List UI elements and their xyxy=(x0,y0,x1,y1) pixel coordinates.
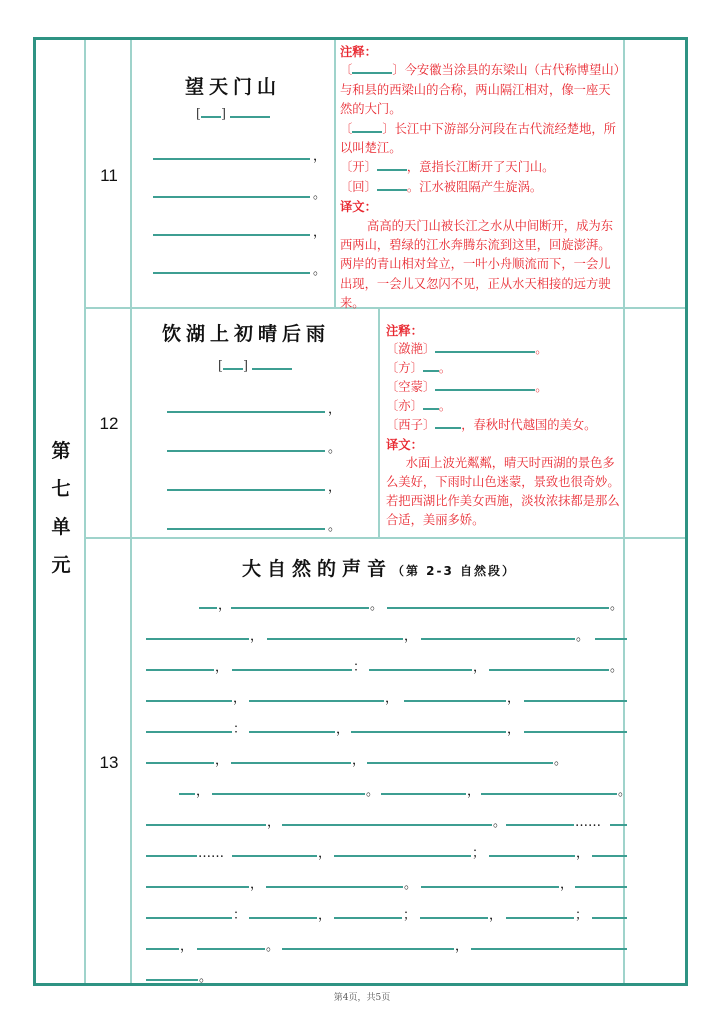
essay-row xyxy=(139,812,619,830)
poem-line xyxy=(153,144,327,164)
punct: ， xyxy=(507,691,521,706)
punct: ； xyxy=(472,846,486,861)
essay-blank[interactable] xyxy=(367,762,553,764)
essay-blank[interactable] xyxy=(146,762,214,764)
punct: ， xyxy=(233,691,247,706)
note-item xyxy=(340,120,620,159)
unit-label xyxy=(36,432,86,584)
essay-blank[interactable] xyxy=(146,824,266,826)
punct: ， xyxy=(467,784,481,799)
essay-row xyxy=(139,967,619,985)
essay-blank[interactable] xyxy=(334,917,402,919)
essay-blank[interactable] xyxy=(387,607,609,609)
punct: ， xyxy=(318,846,332,861)
essay-row xyxy=(139,781,632,799)
essay-row xyxy=(139,626,619,644)
unit-char: 单 xyxy=(51,516,71,538)
punct: 。 xyxy=(554,753,568,768)
poem-line-blank[interactable] xyxy=(167,528,325,530)
punct: 。 xyxy=(366,784,380,799)
punct: 。 xyxy=(313,187,327,202)
note-item xyxy=(340,61,620,119)
note-term: 〔回〕 xyxy=(340,179,377,194)
note-meaning-blank[interactable] xyxy=(423,398,439,410)
punct: 。 xyxy=(610,660,624,675)
essay-blank[interactable] xyxy=(471,948,627,950)
essay-blank[interactable] xyxy=(249,917,317,919)
bracket: 〔 xyxy=(340,121,353,136)
punct: ， xyxy=(489,908,503,923)
punct: 。 xyxy=(576,629,590,644)
punct: 。 xyxy=(328,441,342,456)
essay-blank[interactable] xyxy=(231,762,351,764)
essay-blank[interactable] xyxy=(231,607,369,609)
note-text: 。江水被阻隔产生旋涡。 xyxy=(406,179,543,194)
note-term: 〔西子〕 xyxy=(386,418,436,432)
punct: ； xyxy=(575,908,589,923)
punct: ， xyxy=(336,722,350,737)
note-meaning-blank[interactable] xyxy=(435,379,535,391)
row-divider xyxy=(84,537,685,539)
essay-blank[interactable] xyxy=(146,669,214,671)
essay-blank[interactable] xyxy=(610,824,627,826)
essay-blank[interactable] xyxy=(421,886,559,888)
punct: ， xyxy=(352,753,366,768)
essay-blank[interactable] xyxy=(197,948,265,950)
essay-row xyxy=(139,719,619,737)
essay-blank[interactable] xyxy=(506,917,574,919)
poem-title: 望天门山 xyxy=(184,76,281,98)
essay-title-line xyxy=(133,554,625,581)
punct: ， xyxy=(507,722,521,737)
essay-blank[interactable] xyxy=(404,700,506,702)
poem-line xyxy=(167,436,342,456)
punct: 。 xyxy=(618,784,632,799)
essay-blank[interactable] xyxy=(575,886,627,888)
note-item xyxy=(386,340,622,359)
essay-row xyxy=(139,595,624,613)
author-blank[interactable] xyxy=(252,356,292,370)
unit-char: 元 xyxy=(51,554,71,576)
note-text: 。 xyxy=(535,380,548,394)
note-meaning-blank[interactable] xyxy=(435,341,535,353)
punct: ， xyxy=(313,225,327,240)
note-text: 。 xyxy=(535,342,548,356)
bracket: [ xyxy=(217,359,223,374)
poem-title: 饮湖上初晴后雨 xyxy=(162,323,331,345)
essay-blank[interactable] xyxy=(524,731,627,733)
punct: 。 xyxy=(199,970,213,985)
bracket: 〔 xyxy=(340,63,353,78)
essay-blank[interactable] xyxy=(146,638,249,640)
bracket: 〕 xyxy=(392,63,405,78)
note-text: ，意指长江断开了天门山。 xyxy=(406,160,555,175)
punct: 。 xyxy=(493,815,507,830)
column-divider xyxy=(378,308,380,537)
column-divider xyxy=(334,40,336,308)
punct: ， xyxy=(576,846,590,861)
poem-line-blank[interactable] xyxy=(167,411,325,413)
essay-blank[interactable] xyxy=(282,824,492,826)
poem-line xyxy=(153,220,327,240)
essay-blank[interactable] xyxy=(506,824,574,826)
note-item xyxy=(386,378,622,397)
note-text: 。 xyxy=(438,361,452,375)
bracket: 〕 xyxy=(382,121,395,136)
dynasty-blank[interactable] xyxy=(201,104,221,118)
note-item xyxy=(340,178,620,197)
essay-blank[interactable] xyxy=(267,638,403,640)
punct: ， xyxy=(318,908,332,923)
note-text: 今安徽当涂县的东梁山（古代称博望山）与和县的西梁山的合称，两山隔江相对，像一座天然的大门。 xyxy=(340,63,620,117)
essay-blank[interactable] xyxy=(595,638,627,640)
punct: ， xyxy=(385,691,399,706)
note-item xyxy=(386,397,622,416)
punct: ， xyxy=(473,660,487,675)
notes-header: 注释： xyxy=(386,323,423,338)
essay-row xyxy=(139,874,619,892)
translation-text: 高高的天门山被长江之水从中间断开，成为东西两山，碧绿的江水奔腾东流到这里，回旋澎湃。两岸的青山相对耸立，一叶小舟顺流而下，一会儿出现，一会儿又忽闪不见，正从水天相接的远方驶来。 xyxy=(340,218,613,311)
note-term: 〔方〕 xyxy=(386,361,423,375)
lesson-number: 11 xyxy=(100,166,118,185)
poem-line xyxy=(167,397,342,417)
note-text: 长江中下游部分河段在古代流经楚地，所以叫楚江。 xyxy=(340,121,616,156)
dynasty-blank[interactable] xyxy=(223,356,243,370)
worksheet-table xyxy=(33,37,688,986)
punct: 。 xyxy=(328,519,342,534)
punct: ， xyxy=(455,939,469,954)
essay-row xyxy=(139,936,619,954)
essay-blank[interactable] xyxy=(592,855,627,857)
essay-blank[interactable] xyxy=(489,669,609,671)
punct: 。 xyxy=(404,877,418,892)
note-item xyxy=(340,158,620,177)
essay-blank[interactable] xyxy=(146,917,232,919)
essay-blank[interactable] xyxy=(232,855,317,857)
essay-blank[interactable] xyxy=(524,700,627,702)
essay-blank[interactable] xyxy=(146,855,197,857)
essay-row xyxy=(139,657,624,675)
essay-blank[interactable] xyxy=(381,793,466,795)
punct: ， xyxy=(328,480,342,495)
note-text: ，春秋时代越国的美女。 xyxy=(461,418,597,432)
essay-blank[interactable] xyxy=(146,979,198,981)
note-item xyxy=(386,416,622,435)
punct: ， xyxy=(215,753,229,768)
translation-header: 译文： xyxy=(386,437,423,452)
page-footer: 第4页，共5页 xyxy=(333,993,391,1003)
essay-blank[interactable] xyxy=(592,917,627,919)
lesson-number: 13 xyxy=(99,753,119,772)
bracket: ] xyxy=(243,359,249,374)
note-meaning-blank[interactable] xyxy=(423,360,439,372)
essay-blank[interactable] xyxy=(146,700,232,702)
poem-line-blank[interactable] xyxy=(167,489,325,491)
bracket: [ xyxy=(195,107,201,122)
punct: ， xyxy=(218,598,232,613)
essay-blank[interactable] xyxy=(232,669,352,671)
notes-panel xyxy=(340,42,620,314)
punct: …… xyxy=(198,846,224,861)
essay-row xyxy=(139,843,619,861)
punct: …… xyxy=(575,815,601,830)
punct: ： xyxy=(233,908,247,923)
poem-line xyxy=(153,258,327,278)
poem-line-blank[interactable] xyxy=(153,272,310,274)
essay-blank[interactable] xyxy=(266,886,403,888)
essay-blank[interactable] xyxy=(369,669,472,671)
note-meaning-blank[interactable] xyxy=(377,159,407,171)
punct: ， xyxy=(404,629,418,644)
dynasty-author-line xyxy=(132,356,378,374)
punct: ： xyxy=(233,722,247,737)
essay-row xyxy=(139,905,619,923)
note-item xyxy=(386,359,622,378)
punct: ， xyxy=(250,629,264,644)
note-term: 〔潋滟〕 xyxy=(386,342,436,356)
essay-row xyxy=(139,750,619,768)
note-text: 。 xyxy=(438,399,452,413)
essay-blank[interactable] xyxy=(481,793,617,795)
bracket: ] xyxy=(221,107,227,122)
note-meaning-blank[interactable] xyxy=(377,179,407,191)
punct: ， xyxy=(215,660,229,675)
column-divider xyxy=(623,40,625,983)
punct: ， xyxy=(560,877,574,892)
notes-panel xyxy=(386,321,622,530)
punct: ； xyxy=(403,908,417,923)
essay-blank[interactable] xyxy=(249,731,335,733)
translation-header: 译文： xyxy=(340,199,377,215)
author-blank[interactable] xyxy=(230,104,270,118)
essay-blank[interactable] xyxy=(212,793,365,795)
essay-blank[interactable] xyxy=(249,700,384,702)
essay-row xyxy=(139,688,619,706)
note-term: 〔开〕 xyxy=(340,160,377,175)
punct: ， xyxy=(313,149,327,164)
dynasty-author-line xyxy=(132,104,334,122)
poem-line xyxy=(167,475,342,495)
poem-line-blank[interactable] xyxy=(167,450,325,452)
essay-subtitle: （第 2-3 自然段） xyxy=(391,564,517,578)
essay-blank[interactable] xyxy=(489,855,575,857)
punct: ， xyxy=(250,877,264,892)
essay-title: 大自然的声音 xyxy=(241,558,392,580)
poem-line xyxy=(167,514,342,534)
unit-char: 第 xyxy=(51,440,71,462)
note-meaning-blank[interactable] xyxy=(435,417,461,429)
punct: ， xyxy=(267,815,281,830)
translation-text: 水面上波光粼粼，晴天时西湖的景色多么美好，下雨时山色迷蒙，景致也很奇妙。若把西湖比作美女西施，淡妆浓抹都是那么合适，美丽多娇。 xyxy=(386,456,620,527)
essay-blank[interactable] xyxy=(420,917,488,919)
punct: ， xyxy=(180,939,194,954)
essay-blank[interactable] xyxy=(421,638,575,640)
essay-blank[interactable] xyxy=(146,731,232,733)
essay-blank[interactable] xyxy=(199,607,217,609)
essay-blank[interactable] xyxy=(334,855,471,857)
note-term: 〔空蒙〕 xyxy=(386,380,436,394)
unit-char: 七 xyxy=(51,478,71,500)
note-term-blank[interactable] xyxy=(352,62,392,74)
essay-blank[interactable] xyxy=(351,731,506,733)
poem-line-blank[interactable] xyxy=(153,196,310,198)
poem-line-blank[interactable] xyxy=(153,158,310,160)
essay-blank[interactable] xyxy=(179,793,195,795)
essay-blank[interactable] xyxy=(146,948,179,950)
poem-line-blank[interactable] xyxy=(153,234,310,236)
punct: 。 xyxy=(610,598,624,613)
notes-header: 注释： xyxy=(340,44,377,59)
note-term-blank[interactable] xyxy=(352,121,382,133)
essay-blank[interactable] xyxy=(146,886,249,888)
poem-line xyxy=(153,182,327,202)
essay-blank[interactable] xyxy=(282,948,454,950)
punct: ， xyxy=(328,402,342,417)
punct: ： xyxy=(353,660,367,675)
punct: 。 xyxy=(266,939,280,954)
note-term: 〔亦〕 xyxy=(386,399,423,413)
punct: ， xyxy=(196,784,210,799)
punct: 。 xyxy=(370,598,384,613)
lesson-number: 12 xyxy=(99,414,119,433)
punct: 。 xyxy=(313,263,327,278)
